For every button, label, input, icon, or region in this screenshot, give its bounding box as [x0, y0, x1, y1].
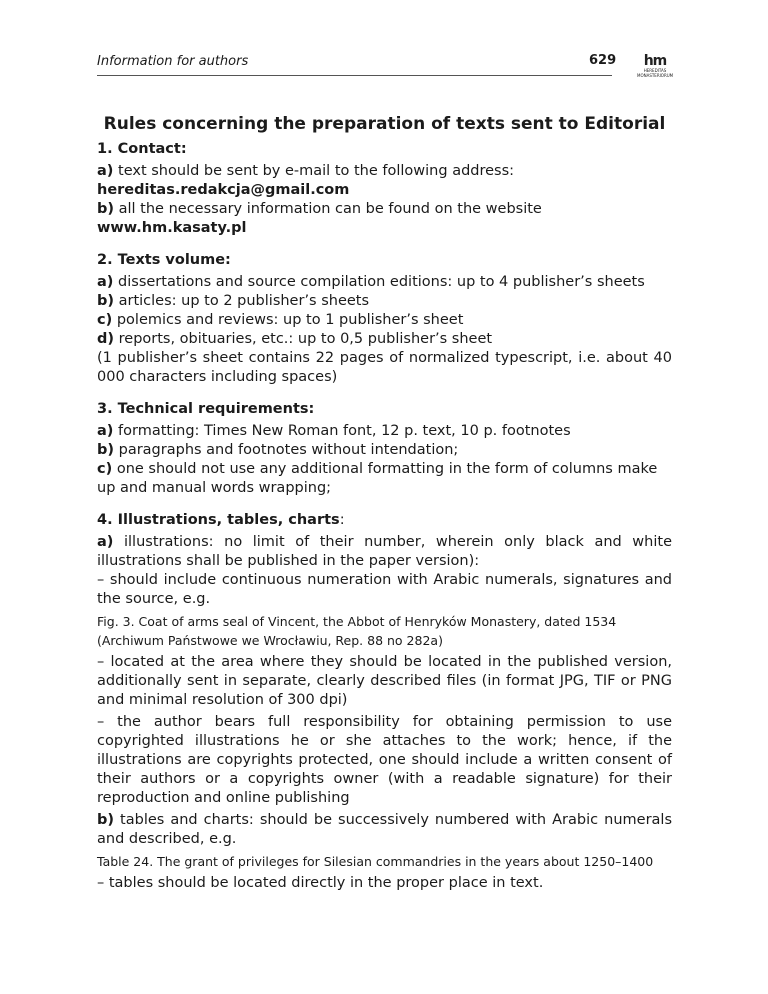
item-label: c) — [97, 461, 113, 477]
item-label: c) — [97, 312, 113, 328]
item-text: formatting: Times New Roman font, 12 p. text, 10 p. footnotes — [113, 423, 571, 439]
item-label: a) — [97, 534, 114, 550]
section-illustrations — [97, 511, 672, 893]
illustrations-item-a — [97, 533, 672, 571]
illustrations-item-b — [97, 811, 672, 849]
heading-text: 4. Illustrations, tables, charts — [97, 512, 340, 528]
section-heading-illustrations — [97, 511, 672, 530]
item-label: a) — [97, 163, 114, 179]
tables-location: – tables should be located directly in the proper place in text. — [97, 875, 544, 891]
technical-item-b — [97, 441, 672, 460]
page-number: 629 — [589, 53, 617, 68]
item-text: text should be sent by e-mail to the following address: — [113, 163, 515, 179]
running-title: Information for authors — [97, 54, 249, 69]
header-rule — [97, 75, 612, 76]
contact-item-b — [97, 200, 672, 238]
illustrations-numeration: – should include continuous numeration with Arabic numerals, signatures and the source, e.g. — [97, 572, 672, 607]
item-text: paragraphs and footnotes without intendation; — [114, 442, 459, 458]
document-body — [97, 140, 672, 893]
table-caption-example: Table 24. The grant of privileges for Silesian commandries in the years about 1250–1400 — [97, 854, 654, 869]
item-label: a) — [97, 423, 114, 439]
item-label: b) — [97, 442, 115, 458]
section-heading-contact: 1. Contact: — [97, 141, 187, 157]
item-label: d) — [97, 331, 115, 347]
item-label: a) — [97, 274, 114, 290]
item-text: polemics and reviews: up to 1 publisher’s sheet — [112, 312, 464, 328]
item-text: reports, obituaries, etc.: up to 0,5 publisher’s sheet — [114, 331, 493, 347]
section-volume — [97, 251, 672, 387]
section-contact — [97, 140, 672, 238]
contact-item-a — [97, 162, 672, 200]
item-text: dissertations and source compilation editions: up to 4 publisher’s sheets — [113, 274, 645, 290]
page-title: Rules concerning the preparation of texts sent to Editorial — [103, 114, 666, 134]
technical-item-a — [97, 422, 672, 441]
journal-logo — [637, 53, 674, 80]
technical-item-c — [97, 460, 672, 498]
volume-note: (1 publisher’s sheet contains 22 pages of normalized typescript, i.e. about 40 000 characters including spaces) — [97, 350, 672, 385]
item-text: illustrations: no limit of their number, wherein only black and white illustrations shall be published in the paper version): — [97, 534, 672, 569]
logo-letters: hm — [643, 53, 667, 69]
illustrations-responsibility: – the author bears full responsibility for obtaining permission to use copyrighted illustrations he or she attaches to the work; hence, if the illustrations are copyrights protected, one should include a written consent of their authors or a copyrights owner (with a readable signature) for their reproduction and online publishing — [97, 714, 672, 806]
section-heading-volume: 2. Texts volume: — [97, 252, 231, 268]
section-heading-technical: 3. Technical requirements: — [97, 401, 315, 417]
website-link[interactable]: www.hm.kasaty.pl — [97, 220, 247, 236]
volume-item-c — [97, 311, 672, 330]
figure-caption-example: Fig. 3. Coat of arms seal of Vincent, the Abbot of Henryków Monastery, dated 1534 (Archiwum Państwowe we Wrocławiu, Rep. 88 no 282a) — [97, 614, 617, 648]
volume-item-d — [97, 330, 672, 349]
item-label: b) — [97, 201, 115, 217]
item-text: articles: up to 2 publisher’s sheets — [114, 293, 370, 309]
item-label: b) — [97, 293, 115, 309]
email-link[interactable]: hereditas.redakcja@gmail.com — [97, 182, 350, 198]
item-text: one should not use any additional formatting in the form of columns make up and manual words wrapping; — [97, 461, 658, 496]
volume-item-b — [97, 292, 672, 311]
item-text: tables and charts: should be successively numbered with Arabic numerals and described, e.g. — [97, 812, 672, 847]
illustrations-location: – located at the area where they should be located in the published version, additionally sent in separate, clearly described files (in format JPG, TIF or PNG and minimal resolution of 300 dpi) — [97, 654, 672, 708]
logo-subtext: HEREDITAS MONASTERIORUM — [637, 68, 674, 78]
volume-item-a — [97, 273, 672, 292]
item-label: b) — [97, 812, 115, 828]
item-text: all the necessary information can be found on the website — [114, 201, 542, 217]
heading-colon: : — [339, 512, 345, 528]
section-technical — [97, 400, 672, 498]
